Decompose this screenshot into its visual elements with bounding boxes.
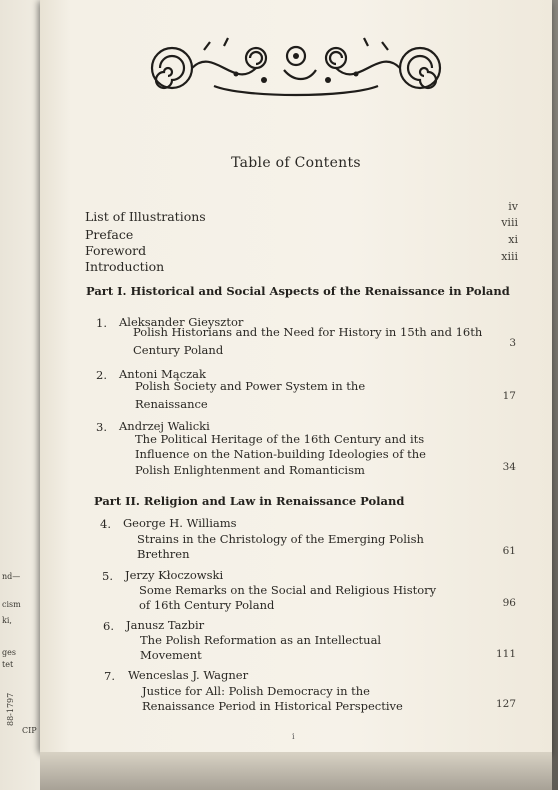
entry-title-line: Brethren [137,547,190,561]
entry-number: 3. [96,420,107,434]
left-page-text: nd— [2,572,21,581]
entry-number: 1. [96,316,107,330]
entry-number: 7. [104,669,115,683]
toc-title: Table of Contents [231,155,361,171]
left-page-text: ki, [2,616,12,625]
front-matter-page: xiii [501,250,518,263]
front-matter-item: Introduction [85,259,165,274]
entry-title-line: Polish Society and Power System in the [135,379,366,393]
entry-title-line: of 16th Century Poland [139,598,275,612]
entry-title-line: Some Remarks on the Social and Religious History [139,583,437,597]
left-page-text: 88-1797 [6,692,15,726]
entry-page: 17 [502,390,516,402]
entry-title-line: Justice for All: Polish Democracy in the [142,684,370,698]
entry-number: 5. [102,569,113,583]
entry-author: Janusz Tazbir [126,618,205,632]
front-matter-page: xi [508,233,518,246]
entry-page: 127 [495,698,516,710]
left-page-text: CIP [22,726,37,735]
entry-title-line: The Polish Reformation as an Intellectual [140,633,382,647]
ornament-icon [144,36,448,100]
left-page-text: tet [2,660,14,669]
entry-title-line: Renaissance Period in Historical Perspective [142,699,403,713]
page-folio: i [292,732,295,741]
entry-title-line: Polish Historians and the Need for History in 15th and 16th [133,325,483,339]
part-heading: Part II. Religion and Law in Renaissance Poland [94,494,405,508]
entry-author: Jerzy Kłoczowski [125,568,224,582]
entry-title-line: Century Poland [133,343,224,357]
entry-author: Andrzej Walicki [119,419,210,433]
entry-author: George H. Williams [123,516,237,530]
front-matter-item: Preface [85,227,134,242]
left-page-text: cism [2,600,21,609]
front-matter-page: iv [508,200,518,213]
entry-page: 61 [502,545,516,557]
entry-author: Antoni Mączak [119,367,206,381]
front-matter-item: List of Illustrations [85,209,206,224]
front-matter-item: Foreword [85,243,147,258]
entry-number: 4. [100,517,111,531]
entry-author: Wenceslas J. Wagner [128,668,249,682]
page-stack-edge [40,752,552,790]
entry-author: Aleksander Gieysztor [119,315,244,329]
entry-page: 34 [502,461,516,473]
entry-title-line: Influence on the Nation-building Ideologies of the [135,447,426,461]
entry-page: 96 [502,597,516,609]
left-page-text: ges [2,648,16,657]
entry-title-line: Movement [140,648,202,662]
entry-page: 3 [509,337,516,349]
front-matter-page: viii [501,216,518,229]
entry-title-line: Renaissance [135,397,208,411]
entry-page: 111 [495,648,516,660]
book-page [40,0,552,752]
entry-title-line: Strains in the Christology of the Emerging Polish [137,532,424,546]
entry-number: 6. [103,619,114,633]
part-heading: Part I. Historical and Social Aspects of the Renaissance in Poland [86,284,510,298]
entry-title-line: Polish Enlightenment and Romanticism [135,463,365,477]
entry-title-line: The Political Heritage of the 16th Century and its [135,432,425,446]
entry-number: 2. [96,368,107,382]
